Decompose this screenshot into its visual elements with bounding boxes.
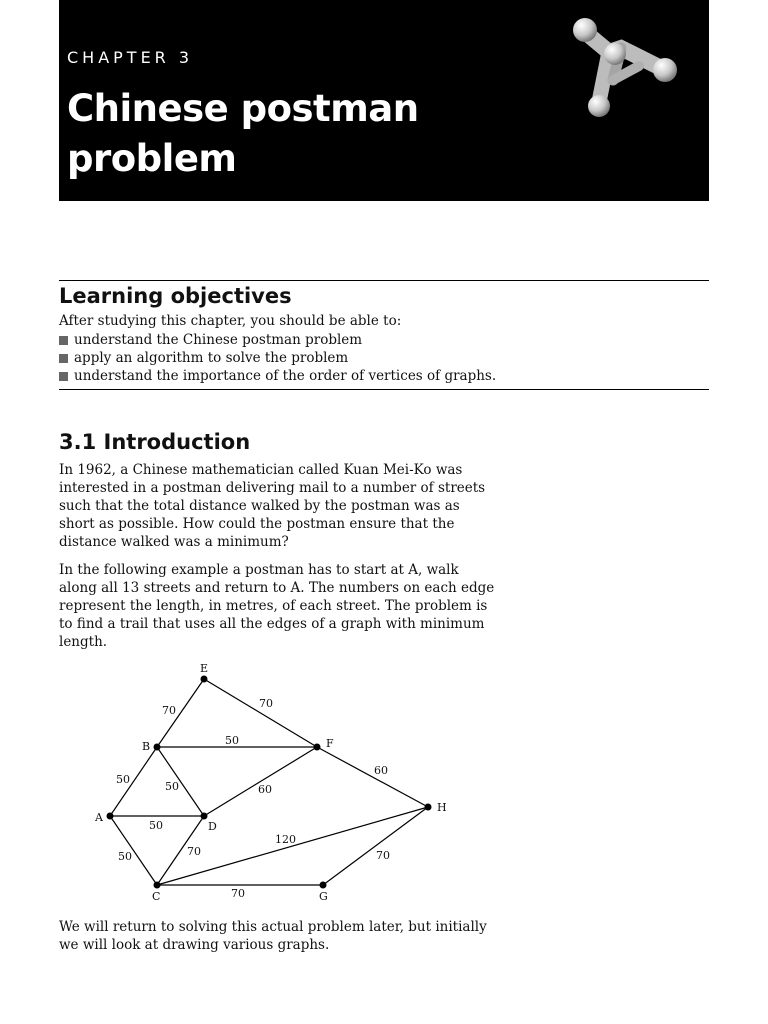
vertex-label-F: F [326, 737, 334, 750]
edge-weight-D-C: 70 [187, 845, 201, 858]
edge-weight-D-F: 60 [258, 783, 272, 796]
vertex-label-H: H [437, 801, 447, 814]
vertex-label-B: B [142, 740, 151, 753]
vertex-D [201, 813, 208, 820]
learning-objectives-list [59, 331, 496, 385]
vertex-F [314, 744, 321, 751]
vertex-label-D: D [208, 820, 217, 833]
edge-weight-E-B: 70 [162, 704, 176, 717]
edge-F-H [317, 747, 428, 807]
objective-text: understand the importance of the order of vertices of graphs. [74, 368, 497, 384]
edge-weight-C-H: 120 [275, 833, 296, 846]
list-item [59, 367, 496, 385]
learning-objectives-box [59, 280, 709, 390]
vertex-label-A: A [95, 811, 103, 824]
vertex-label-E: E [200, 662, 209, 675]
chapter-banner [59, 0, 709, 201]
list-item [59, 349, 496, 367]
vertex-C [154, 882, 161, 889]
square-bullet-icon [59, 336, 68, 345]
section-heading: 3.1 Introduction [59, 430, 251, 454]
edge-weight-E-F: 70 [259, 697, 273, 710]
edge-weight-H-G: 70 [376, 849, 390, 862]
network-graph-diagram [0, 655, 768, 910]
edge-weight-F-H: 60 [374, 764, 388, 777]
learning-objectives-heading: Learning objectives [59, 284, 292, 308]
vertex-G [320, 882, 327, 889]
vertex-E [201, 676, 208, 683]
edge-E-F [204, 679, 317, 747]
edge-weight-B-D: 50 [165, 780, 179, 793]
objective-text: apply an algorithm to solve the problem [74, 350, 349, 366]
square-bullet-icon [59, 354, 68, 363]
vertex-A [107, 813, 114, 820]
closing-paragraph: We will return to solving this actual problem later, but initially we will look at drawing various graphs. [59, 919, 487, 953]
edge-H-G [323, 807, 428, 885]
edge-weight-A-B: 50 [116, 773, 130, 786]
vertex-B [154, 744, 161, 751]
edge-weight-A-C: 50 [118, 850, 132, 863]
vertex-H [425, 804, 432, 811]
edge-weight-B-F: 50 [225, 734, 239, 747]
molecule-logo-icon [569, 10, 679, 125]
edge-weight-A-D: 50 [149, 819, 163, 832]
chapter-label: CHAPTER 3 [67, 48, 194, 67]
edge-weight-C-G: 70 [231, 887, 245, 900]
vertex-label-G: G [319, 890, 328, 903]
objective-text: understand the Chinese postman problem [74, 332, 363, 348]
chapter-title: Chinese postman problem [67, 87, 419, 180]
learning-objectives-intro: After studying this chapter, you should be able to: [59, 313, 402, 329]
intro-paragraph-2: In the following example a postman has to start at A, walk along all 13 streets and return to A. The numbers on each edge represent the length, in metres, of each street. The problem is to find a trail that uses all the edges of a graph with minimum length. [59, 562, 495, 650]
list-item [59, 331, 496, 349]
vertex-label-C: C [152, 890, 161, 903]
edge-D-F [204, 747, 317, 816]
square-bullet-icon [59, 372, 68, 381]
intro-paragraph-1: In 1962, a Chinese mathematician called Kuan Mei-Ko was interested in a postman delivering mail to a number of streets such that the total distance walked by the postman was as short as possible. How could the postman ensure that the distance walked was a minimum? [59, 462, 486, 550]
